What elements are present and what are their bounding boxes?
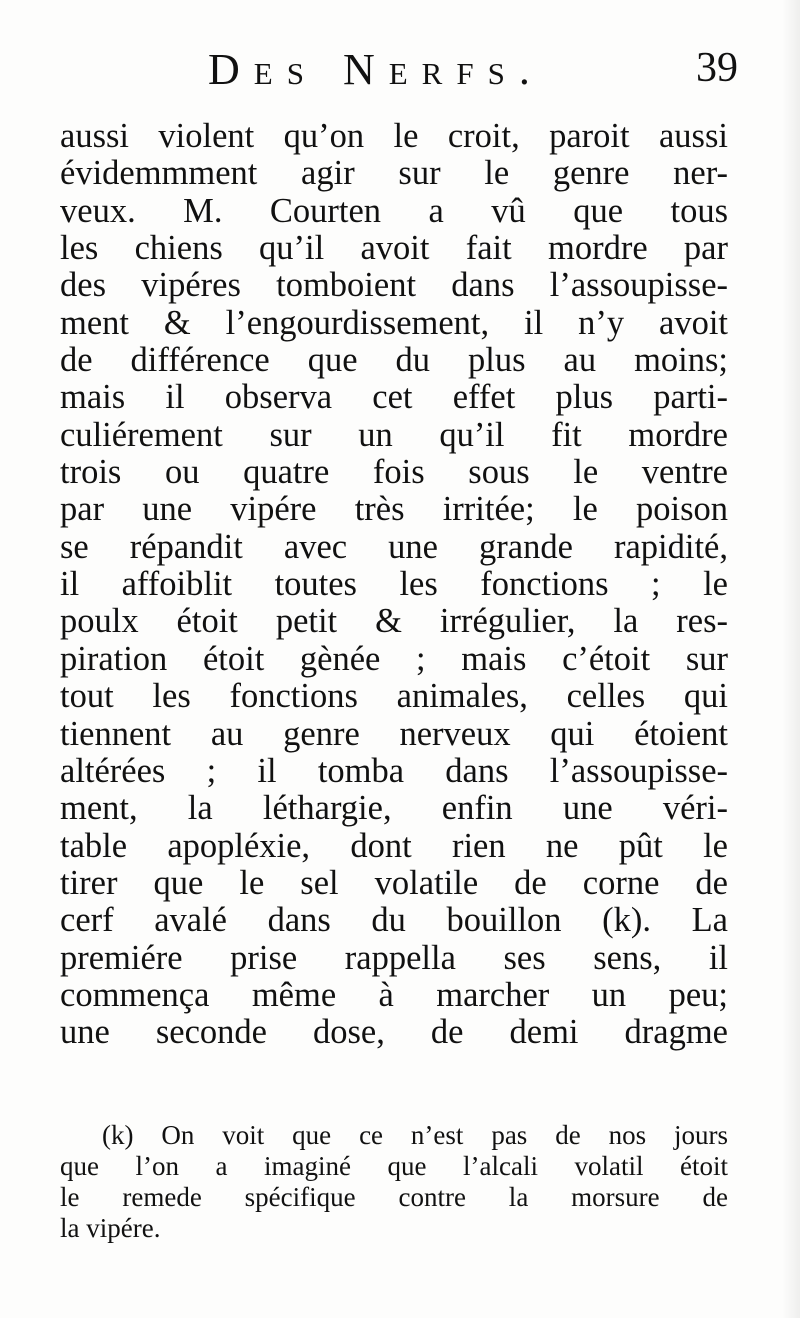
text-line: premiére prise rappella ses sens, il [60, 939, 728, 977]
footnote [60, 1120, 728, 1244]
text-line: piration étoit gènée ; mais c’étoit sur [60, 640, 728, 678]
text-line: les chiens qu’il avoit fait mordre par [60, 230, 728, 268]
text-line: trois ou quatre fois sous le ventre [60, 454, 728, 492]
text-line: table apopléxie, dont rien ne pût le [60, 827, 728, 865]
text-line: culiérement sur un qu’il fit mordre [60, 416, 728, 454]
text-line: par une vipére très irritée; le poison [60, 491, 728, 529]
text-line: altérées ; il tomba dans l’assoupisse- [60, 752, 728, 790]
text-line: ment, la léthargie, enfin une véri- [60, 790, 728, 828]
footnote-line: (k) On voit que ce n’est pas de nos jours [102, 1120, 728, 1150]
footnote-line: que l’on a imaginé que l’alcali volatil étoit [60, 1151, 728, 1181]
text-line: poulx étoit petit & irrégulier, la res- [60, 603, 728, 641]
body-text [60, 118, 728, 1052]
running-title: Des Nerfs. [208, 45, 544, 94]
text-line: commença même à marcher un peu; [60, 976, 728, 1014]
text-line: cerf avalé dans du bouillon (k). La [60, 902, 728, 940]
page-header [60, 44, 740, 104]
text-line: veux. M. Courten a vû que tous [60, 192, 728, 230]
text-line: il affoiblit toutes les fonctions ; le [60, 566, 728, 604]
footnote-line: la vipére. [60, 1213, 161, 1243]
text-line: une seconde dose, de demi dragme [60, 1014, 728, 1052]
text-line: mais il observa cet effet plus parti- [60, 379, 728, 417]
text-line: tout les fonctions animales, celles qui [60, 678, 728, 716]
text-line: de différence que du plus au moins; [60, 342, 728, 380]
text-line: ment & l’engourdissement, il n’y avoit [60, 304, 728, 342]
text-line: des vipéres tomboient dans l’assoupisse- [60, 267, 728, 305]
page-edge-shadow [782, 0, 800, 1318]
text-line: tiennent au genre nerveux qui étoient [60, 715, 728, 753]
page-number: 39 [696, 45, 738, 91]
footnote-line: le remede spécifique contre la morsure de [60, 1182, 728, 1212]
text-line: tirer que le sel volatile de corne de [60, 864, 728, 902]
text-line: évidemmment agir sur le genre ner- [60, 155, 728, 193]
text-line: aussi violent qu’on le croit, paroit aussi [60, 118, 728, 155]
text-line: se répandit avec une grande rapidité, [60, 528, 728, 566]
